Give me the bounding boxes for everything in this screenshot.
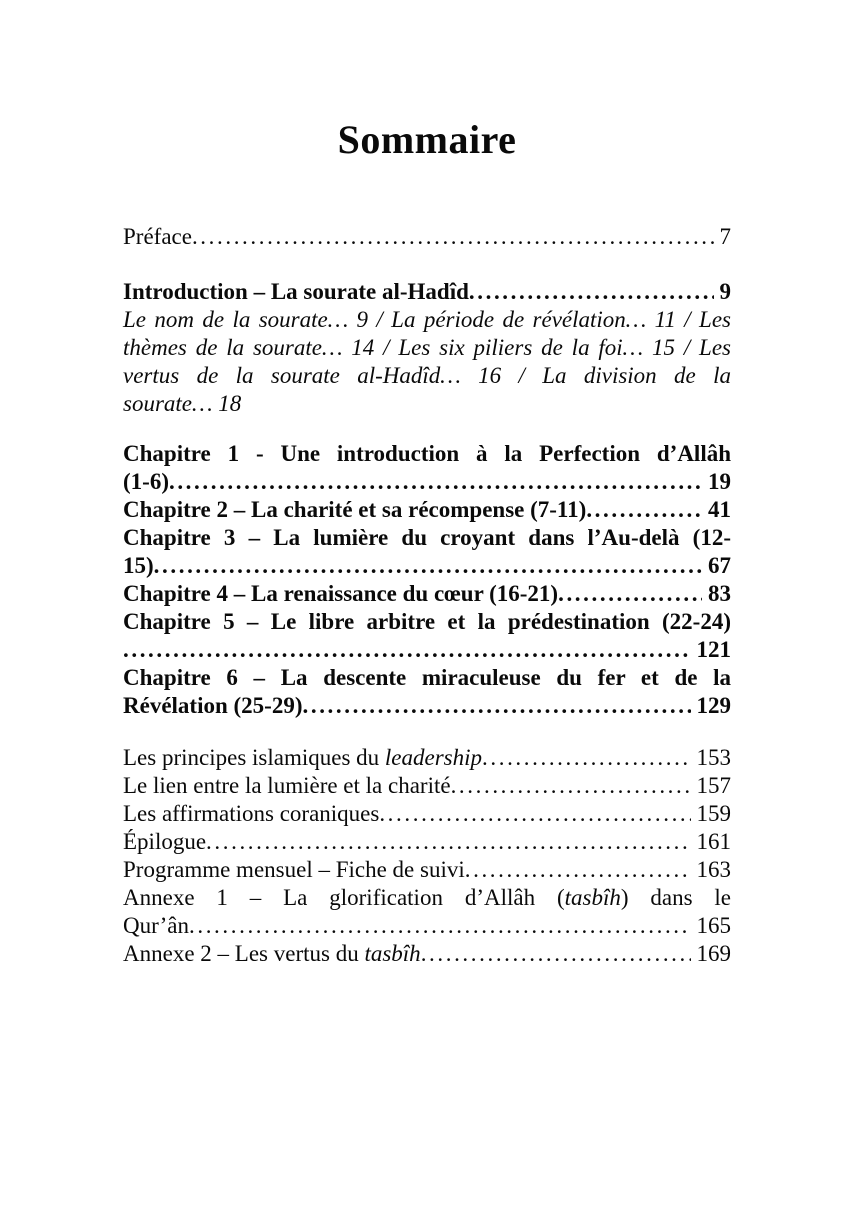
toc-entry-chapter-2 xyxy=(123,496,731,524)
toc-entry-principes-leadership xyxy=(123,744,731,772)
introduction-subtopics-note xyxy=(123,306,731,418)
toc-entry-affirmations-coraniques xyxy=(123,800,731,828)
spacer xyxy=(123,720,731,744)
dot-leader xyxy=(123,636,691,664)
dot-leader xyxy=(206,828,690,856)
toc-entry-label: Le lien entre la lumière et la charité xyxy=(123,773,451,798)
note-line: sourate… 18 xyxy=(123,391,242,416)
toc-entry-wrapped-line: Chapitre 1 - Une introduction à la Perfection d’Allâh xyxy=(123,441,731,466)
toc-entry-wrapped-line: Chapitre 5 – Le libre arbitre et la prédestination (22-24) xyxy=(123,609,731,634)
dot-leader xyxy=(465,856,691,884)
toc-entry-annexe-1 xyxy=(123,884,731,940)
toc-entry-preface xyxy=(123,223,731,251)
toc-entry-lien-lumiere-charite xyxy=(123,772,731,800)
note-line: thèmes de la sourate… 14 / Les six piliers de la foi… 15 / Les xyxy=(123,335,731,360)
toc-entry-wrapped-line: Annexe 1 – La glorification d’Allâh (tasbîh) dans le xyxy=(123,885,731,910)
toc-entry-chapter-5 xyxy=(123,608,731,664)
dot-leader xyxy=(451,772,691,800)
toc-entry-epilogue xyxy=(123,828,731,856)
dot-leader xyxy=(303,692,691,720)
dot-leader xyxy=(169,468,702,496)
toc-entry-chapter-6 xyxy=(123,664,731,720)
toc-entry-label: Introduction – La sourate al-Hadîd xyxy=(123,279,469,304)
toc-entry-label: 15) xyxy=(123,553,154,578)
toc-entry-page-number: 7 xyxy=(719,224,731,249)
spacer xyxy=(123,418,731,440)
toc-entry-label: Qur’ân xyxy=(123,913,189,938)
note-line: Le nom de la sourate… 9 / La période de révélation… 11 / Les xyxy=(123,307,731,332)
toc-entry-page-number: 161 xyxy=(696,829,731,854)
toc-entry-page-number: 159 xyxy=(696,801,731,826)
note-line: vertus de la sourate al-Hadîd… 16 / La division de la xyxy=(123,363,731,388)
toc-entry-label: Les affirmations coraniques xyxy=(123,801,380,826)
toc-entry-label: Révélation (25-29) xyxy=(123,693,303,718)
dot-leader xyxy=(469,278,714,306)
toc-entry-programme-mensuel xyxy=(123,856,731,884)
toc-entry-page-number: 163 xyxy=(696,857,731,882)
toc-entry-page-number: 67 xyxy=(708,553,731,578)
toc-entry-label: Annexe 2 – Les vertus du tasbîh xyxy=(123,941,421,966)
dot-leader xyxy=(558,580,702,608)
dot-leader xyxy=(189,912,691,940)
toc-entry-chapter-3 xyxy=(123,524,731,580)
toc-entry-introduction xyxy=(123,278,731,306)
toc-entry-page-number: 19 xyxy=(708,469,731,494)
toc-entry-page-number: 9 xyxy=(719,279,731,304)
toc-entry-page-number: 153 xyxy=(696,745,731,770)
toc-entry-page-number: 129 xyxy=(696,693,731,718)
toc-entry-annexe-2 xyxy=(123,940,731,968)
toc-entry-page-number: 165 xyxy=(696,913,731,938)
dot-leader xyxy=(482,744,690,772)
toc-entry-label: Épilogue xyxy=(123,829,207,854)
dot-leader xyxy=(154,552,702,580)
toc-entry-label: Les principes islamiques du leadership xyxy=(123,745,483,770)
spacer xyxy=(123,251,731,278)
dot-leader xyxy=(586,496,702,524)
toc-entry-page-number: 83 xyxy=(708,581,731,606)
toc-entry-page-number: 169 xyxy=(696,941,731,966)
toc-entry-label: Programme mensuel – Fiche de suivi xyxy=(123,857,465,882)
toc-entry-label: Préface xyxy=(123,224,192,249)
table-of-contents xyxy=(123,223,731,968)
toc-entry-wrapped-line: Chapitre 6 – La descente miraculeuse du fer et de la xyxy=(123,665,731,690)
toc-entry-label: Chapitre 2 – La charité et sa récompense (7-11) xyxy=(123,497,587,522)
toc-entry-page-number: 41 xyxy=(708,497,731,522)
dot-leader xyxy=(192,223,714,251)
toc-entry-wrapped-line: Chapitre 3 – La lumière du croyant dans l’Au-delà (12- xyxy=(123,525,731,550)
toc-entry-label: (1-6) xyxy=(123,469,169,494)
page-title: Sommaire xyxy=(337,117,517,162)
toc-entry-label: Chapitre 4 – La renaissance du cœur (16-21) xyxy=(123,581,559,606)
dot-leader xyxy=(421,940,691,968)
dot-leader xyxy=(379,800,690,828)
toc-entry-page-number: 157 xyxy=(696,773,731,798)
toc-entry-chapter-4 xyxy=(123,580,731,608)
toc-entry-page-number: 121 xyxy=(696,637,731,662)
toc-entry-chapter-1 xyxy=(123,440,731,496)
